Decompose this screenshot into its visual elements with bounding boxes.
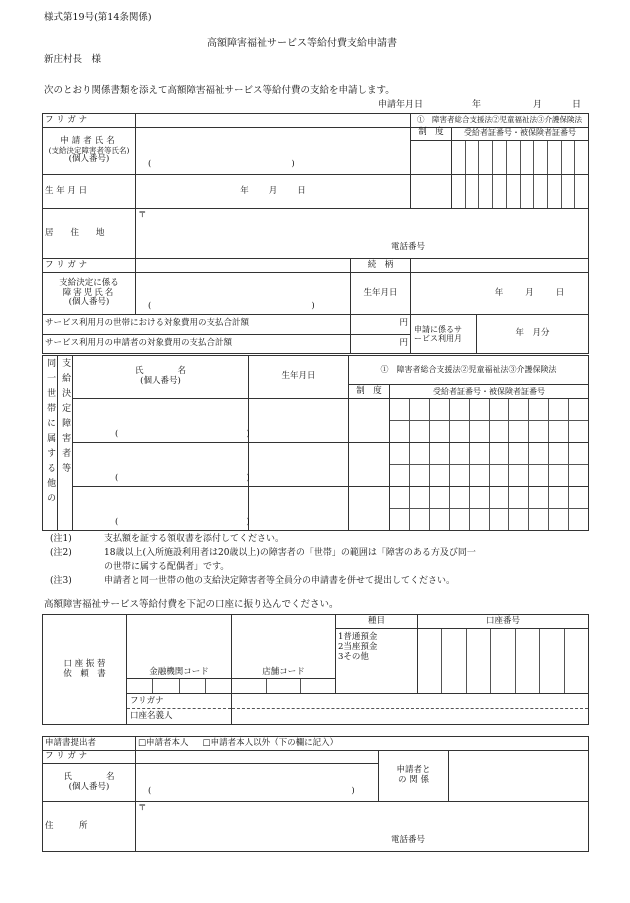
- child-furigana-label: フ リ ガ ナ: [43, 259, 136, 273]
- applicant-furigana-label: フ リ ガ ナ: [43, 114, 136, 128]
- intro-text: 次のとおり関係書類を添えて高額障害福祉サービス等給付費の支給を申請します。: [44, 85, 395, 96]
- note-2-text-cont: の世帯に属する配偶者」です。: [104, 562, 230, 572]
- submitter-name-label: 氏 名 (個人番号): [43, 764, 136, 802]
- child-relation-label: 続 柄: [351, 259, 411, 273]
- form-number: 様式第19号(第14条関係): [44, 12, 152, 23]
- applicant-total-yen[interactable]: 円: [351, 334, 411, 354]
- note-1-label: (注1): [50, 534, 72, 544]
- applicant-name-field[interactable]: ( ): [136, 128, 411, 175]
- account-number-field[interactable]: [418, 629, 589, 694]
- child-name-label: 支給決定に係る 障害児氏名 (個人番号): [43, 273, 136, 315]
- account-type-options[interactable]: 1普通預金 2当座預金 3その他: [336, 629, 418, 694]
- bank-label: 口 座 振 替 依 頼 書: [43, 615, 127, 725]
- child-birth-field[interactable]: 年 月 日: [411, 273, 589, 315]
- account-holder-field[interactable]: [232, 694, 589, 725]
- bank-table: [42, 614, 589, 725]
- household-side-left: 同一世帯に属する他の: [43, 356, 58, 531]
- applicant-cert-grid-row2[interactable]: [411, 175, 589, 209]
- account-holder-label: フリガナ 口座名義人: [127, 694, 232, 725]
- household-total-yen[interactable]: 円: [351, 315, 411, 335]
- household-member-3-name[interactable]: ( ): [73, 487, 249, 531]
- account-type-header: 種目: [336, 615, 418, 629]
- household-table: [42, 355, 589, 531]
- branch-code-cell[interactable]: 店舗コード: [232, 615, 336, 679]
- submitter-furigana-label: フ リ ガ ナ: [43, 751, 136, 764]
- submitter-other-checkbox[interactable]: □申請者本人以外（下の欄に記入）: [202, 737, 339, 748]
- household-member-3-cert[interactable]: [349, 487, 589, 531]
- submitter-label: 申請書提出者: [43, 737, 136, 751]
- submitter-name-field[interactable]: ( ): [136, 764, 379, 802]
- household-member-2-birth[interactable]: [249, 443, 349, 487]
- date-year: 年: [472, 100, 482, 110]
- date-month: 月: [533, 100, 543, 110]
- household-member-2-name[interactable]: ( ): [73, 443, 249, 487]
- household-member-1-name[interactable]: ( ): [73, 399, 249, 443]
- date-label: 申請年月日: [378, 100, 424, 110]
- recipient: 新庄村長 様: [44, 54, 102, 65]
- submitter-relation-field[interactable]: [449, 751, 589, 802]
- note-1-text: 支払額を証する領収書を添付してください。: [104, 534, 285, 544]
- household-member-1-birth[interactable]: [249, 399, 349, 443]
- applicant-furigana-field[interactable]: [136, 114, 411, 128]
- applicant-total-label: サービス利用月の申請者の対象費用の支払合計額: [43, 334, 351, 354]
- date-day: 日: [572, 100, 582, 110]
- household-member-1-cert[interactable]: [349, 399, 589, 443]
- submitter-address-field[interactable]: 〒 電話番号: [136, 802, 589, 852]
- bank-code-boxes[interactable]: [127, 679, 232, 694]
- household-cert-header: ① 障害者総合支援法②児童福祉法③介護保険法 制 度 受給者証番号・被保険者証番号: [349, 356, 589, 399]
- form-title: 高額障害福祉サービス等給付費支給申請書: [207, 38, 397, 49]
- child-relation-field[interactable]: [411, 259, 589, 273]
- household-side-right: 支給決定障害者等: [58, 356, 73, 531]
- branch-code-boxes[interactable]: [232, 679, 336, 694]
- child-birth-label: 生年月日: [351, 273, 411, 315]
- household-member-3-birth[interactable]: [249, 487, 349, 531]
- bank-intro: 高額障害福祉サービス等給付費を下記の口座に振り込んでください。: [44, 599, 339, 610]
- applicant-cert-grid[interactable]: 制 度 受給者証番号・被保険者証番号: [411, 128, 589, 175]
- note-3-label: (注3): [50, 576, 72, 586]
- submitter-options[interactable]: [136, 737, 589, 751]
- household-member-2-cert[interactable]: [349, 443, 589, 487]
- note-3-text: 申請者と同一世帯の他の支給決定障害者等全員分の申請書を併せて提出してください。: [104, 576, 456, 586]
- submitter-table: [42, 736, 589, 852]
- child-furigana-field[interactable]: [136, 259, 351, 273]
- submitter-address-label: 住 所: [43, 802, 136, 852]
- submitter-furigana-field[interactable]: [136, 751, 379, 764]
- bank-code-cell[interactable]: 金融機関コード: [127, 615, 232, 679]
- applicant-law-options: ① 障害者総合支援法②児童福祉法③介護保険法: [411, 114, 589, 128]
- service-month-cell[interactable]: 申請に係るサ ービス利用月 年 月分: [411, 315, 589, 354]
- child-name-field[interactable]: ( ): [136, 273, 351, 315]
- applicant-birth-label: 生 年 月 日: [43, 175, 136, 209]
- submitter-self-checkbox[interactable]: □申請者本人: [138, 737, 189, 748]
- applicant-name-label: 申請者氏名 (支給決定障害者等氏名) (個人番号): [43, 128, 136, 175]
- account-number-header: 口座番号: [418, 615, 589, 629]
- note-2-label: (注2): [50, 548, 72, 558]
- applicant-table: [42, 113, 589, 354]
- applicant-address-field[interactable]: 〒 電話番号: [136, 209, 589, 259]
- note-2-text: 18歳以上(入所施設利用者は20歳以上)の障害者の「世帯」の範囲は「障害のある方及び同一: [104, 548, 476, 558]
- household-name-header: 氏 名 (個人番号): [73, 356, 249, 399]
- applicant-address-label: 居 住 地: [43, 209, 136, 259]
- household-total-label: サービス利用月の世帯における対象費用の支払合計額: [43, 315, 351, 335]
- submitter-relation-label: 申請者と の 関 係: [379, 751, 449, 802]
- household-birth-header: 生年月日: [249, 356, 349, 399]
- applicant-birth-field[interactable]: 年 月 日: [136, 175, 411, 209]
